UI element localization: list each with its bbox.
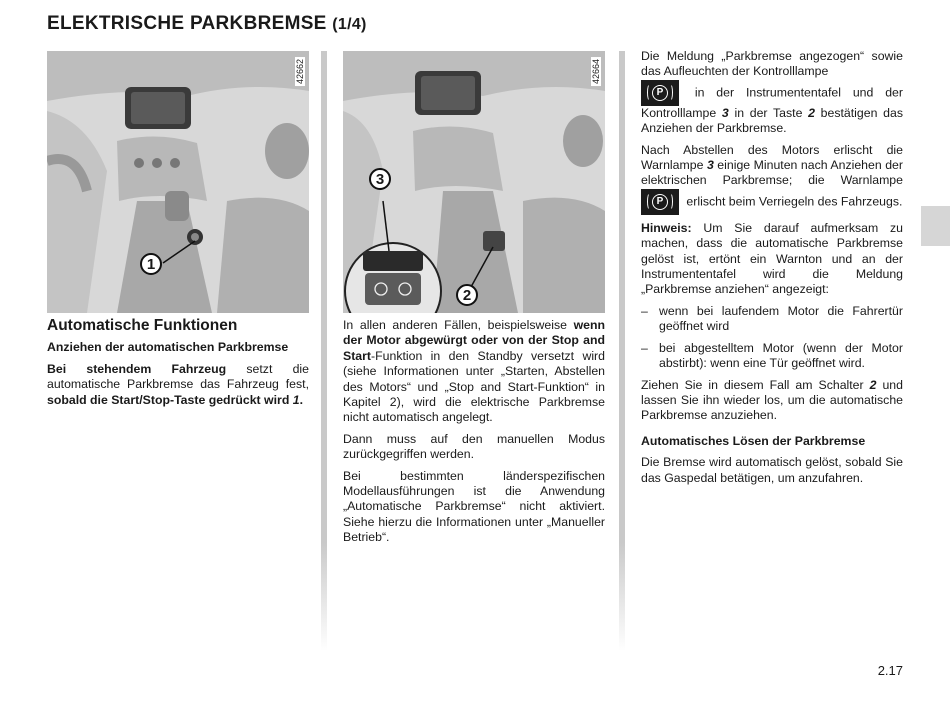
paragraph: [343, 318, 605, 426]
paragraph: Dann muss auf den manuellen Modus zurückgegriffen werden.: [343, 431, 605, 462]
text: Um Sie darauf aufmerksam zu machen, dass die automatische Parkbremse gelöst ist, ertönt ein Warnton und an der Instrumententafel wird die Meldung „Parkbremse anziehen“ angezeigt:: [641, 220, 903, 297]
paragraph: [641, 49, 903, 137]
chapter-tab-marker: [921, 206, 950, 246]
page-title-text: ELEKTRISCHE PARKBREMSE: [47, 13, 327, 34]
paragraph: [641, 143, 903, 215]
column-3-text: [641, 49, 903, 492]
parking-brake-lamp-icon: [641, 80, 679, 106]
dashboard-illustration: [47, 51, 309, 313]
bold-text: wenn der Motor abgewürgt oder von der Stop and Start: [343, 318, 605, 363]
bold-text: sobald die Start/Stop-Taste gedrückt wird: [47, 392, 293, 407]
parking-brake-lamp-icon: [641, 189, 679, 215]
bullet-list: [641, 304, 903, 372]
callout-1: 1: [140, 253, 162, 275]
note-paragraph: [641, 221, 903, 298]
text: erlischt beim Verriegeln des Fahrzeugs.: [683, 194, 903, 209]
paragraph: [641, 378, 903, 424]
text: .: [299, 392, 304, 407]
page-number: 2.17: [877, 663, 903, 678]
lamp-glyph: P: [652, 85, 668, 101]
column-1-text: [47, 318, 309, 414]
text: -Funktion in den Standby versetzt wird (siehe Informationen unter „Starten, Abstellen des Motors“ und „Stop and Start-Funktion“ in Kapitel 2), wird die elektrische Parkbremse nicht automatisch angelegt.: [343, 348, 605, 425]
paragraph: [47, 362, 309, 408]
reference-number: 2: [869, 377, 877, 392]
reference-number: 3: [706, 158, 714, 173]
column-2-text: [343, 318, 605, 552]
text: Ziehen Sie in diesem Fall am Schalter: [641, 377, 870, 392]
text: bestätigen das Anziehen der Parkbremse.: [641, 105, 903, 136]
text: setzt die automatische Parkbremse das Fahrzeug fest,: [47, 361, 310, 392]
figure-dashboard: [47, 51, 309, 313]
column-divider: [619, 51, 625, 651]
text: In allen anderen Fällen, beispielsweise: [343, 318, 574, 332]
paragraph: Bei bestimmten länderspezifischen Modellausführungen ist die Anwendung „Automatische Parkbremse“ nicht aktiviert. Siehe hierzu die Informationen unter „Manueller Betrieb“.: [343, 468, 605, 545]
text: in der Instrumententafel und der Kontrolllampe: [641, 85, 903, 120]
list-item: – wenn bei laufendem Motor die Fahrertür geöffnet wird: [641, 304, 903, 335]
subsection-heading: Anziehen der automatischen Parkbremse: [47, 340, 289, 355]
text: Die Meldung „Parkbremse angezogen“ sowie das Aufleuchten der Kontrolllampe: [641, 49, 903, 79]
page-title: [47, 13, 367, 35]
text: und lassen Sie ihn wieder los, um die automatische Parkbremse anzuziehen.: [641, 377, 903, 423]
paragraph: Die Bremse wird automatisch gelöst, sobald Sie das Gaspedal betätigen, um anzufahren.: [641, 455, 903, 485]
figure-code: 42662: [295, 59, 305, 85]
reference-number: 1: [292, 392, 300, 407]
callout-2: 2: [456, 284, 478, 306]
subsection-heading: Automatisches Lösen der Parkbremse: [641, 433, 866, 448]
reference-number: 3: [721, 105, 729, 120]
list-item: – bei abgestelltem Motor (wenn der Motor abstirbt): wenn eine Tür geöffnet wird.: [641, 341, 903, 372]
lamp-glyph: P: [652, 194, 668, 210]
figure-code: 42664: [591, 59, 601, 85]
text: Nach Abstellen des Motors erlischt die Warnlampe: [641, 142, 903, 173]
reference-number: 2: [808, 105, 815, 120]
section-heading: Automatische Funktionen: [47, 317, 238, 334]
figure-parking-brake: [343, 51, 605, 313]
text: einige Minuten nach Anziehen der elektrischen Parkbremse; die Warnlampe: [641, 158, 903, 188]
note-label: Hinweis:: [641, 220, 692, 235]
page-title-suffix: (1/4): [332, 16, 367, 33]
callout-3: 3: [369, 168, 391, 190]
column-divider: [321, 51, 327, 651]
bold-text: Bei stehendem Fahrzeug: [47, 361, 227, 376]
text: in der Taste: [728, 105, 809, 120]
